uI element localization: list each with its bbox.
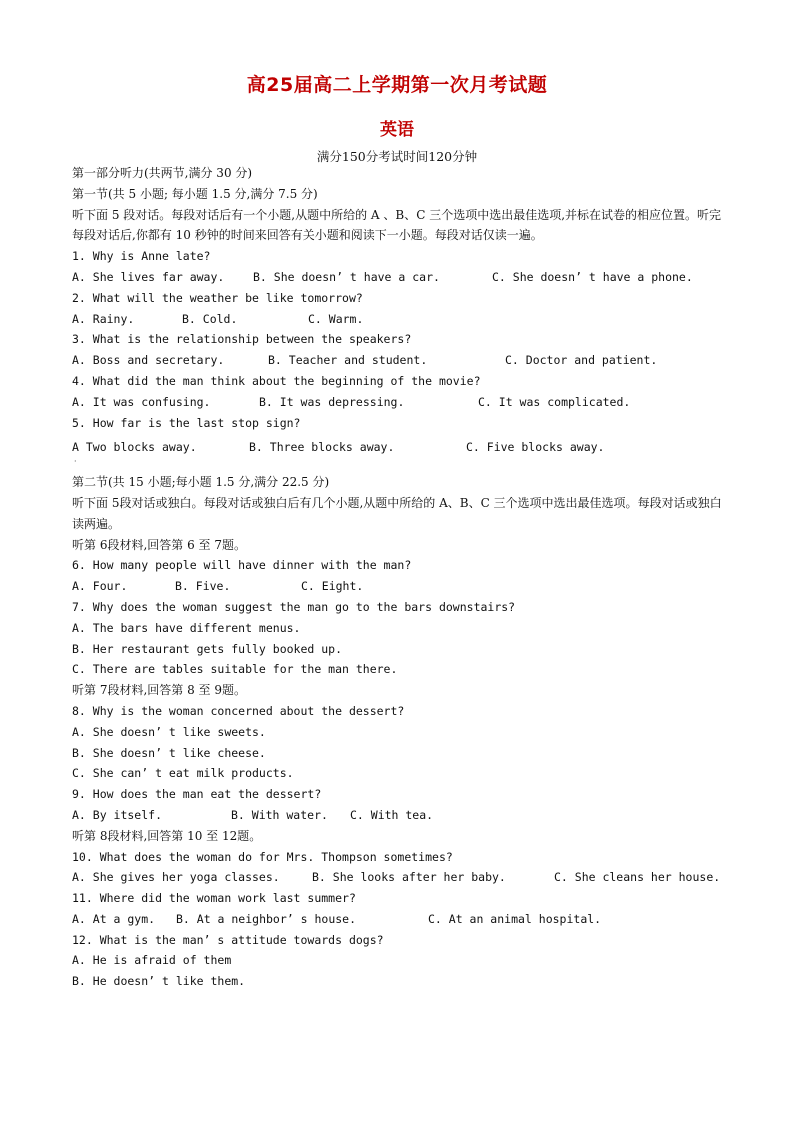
material-7-heading: 听第 7段材料,回答第 8 至 9题。 bbox=[72, 683, 246, 698]
question-8: 8. Why is the woman concerned about the dessert? bbox=[72, 703, 405, 718]
question-4: 4. What did the man think about the beginning of the movie? bbox=[72, 373, 481, 388]
option-a: A. She lives far away. bbox=[72, 269, 225, 284]
exam-title: 高25届高二上学期第一次月考试题 bbox=[246, 74, 548, 96]
question-9-options bbox=[72, 805, 724, 826]
option-b: B. He doesn’ t like them. bbox=[72, 974, 246, 989]
option-c: C. Eight. bbox=[301, 579, 364, 594]
option-a: A. Rainy. bbox=[72, 311, 135, 326]
question-7: 7. Why does the woman suggest the man go to the bars downstairs? bbox=[72, 599, 516, 614]
question-11-options bbox=[72, 909, 724, 930]
question-3: 3. What is the relationship between the speakers? bbox=[72, 332, 412, 347]
question-4-options bbox=[72, 392, 724, 413]
section2-instruction: 听下面 5段对话或独白。每段对话或独白后有几个小题,从题中所给的 A、B、C 三个选项中选出最佳选项。每段对话或独白读两遍。 bbox=[72, 495, 722, 531]
section1-heading: 第一节(共 5 小题; 每小题 1.5 分,满分 7.5 分) bbox=[72, 186, 318, 201]
option-c: C. There are tables suitable for the man there. bbox=[72, 662, 398, 677]
option-c: C. At an animal hospital. bbox=[428, 911, 602, 926]
exam-body bbox=[72, 163, 724, 992]
option-b: B. Three blocks away. bbox=[249, 440, 395, 455]
question-1-options bbox=[72, 267, 724, 288]
question-12: 12. What is the man’ s attitude towards dogs? bbox=[72, 932, 384, 947]
option-b: B. It was depressing. bbox=[259, 394, 405, 409]
question-11: 11. Where did the woman work last summer? bbox=[72, 891, 356, 906]
option-b: B. Teacher and student. bbox=[268, 353, 428, 368]
question-2-options bbox=[72, 309, 724, 330]
option-a: A. The bars have different menus. bbox=[72, 620, 301, 635]
question-6-options bbox=[72, 576, 724, 597]
material-8-heading: 听第 8段材料,回答第 10 至 12题。 bbox=[72, 828, 262, 843]
option-c: C. Warm. bbox=[308, 311, 364, 326]
option-c: C. Five blocks away. bbox=[466, 440, 605, 455]
option-b: B. Her restaurant gets fully booked up. bbox=[72, 641, 343, 656]
question-10-options bbox=[72, 867, 724, 888]
question-9: 9. How does the man eat the dessert? bbox=[72, 787, 322, 802]
question-3-options bbox=[72, 350, 724, 371]
option-a: A. Boss and secretary. bbox=[72, 353, 225, 368]
option-c: C. With tea. bbox=[350, 807, 434, 822]
option-a: A. It was confusing. bbox=[72, 394, 211, 409]
option-b: B. She doesn’ t like cheese. bbox=[72, 745, 266, 760]
exam-meta: 满分150分考试时间120分钟 bbox=[316, 149, 478, 164]
option-c: C. She cleans her house. bbox=[554, 870, 721, 885]
stray-mark: · bbox=[74, 457, 77, 467]
option-c: C. It was complicated. bbox=[478, 394, 631, 409]
subject-title: 英语 bbox=[380, 120, 414, 140]
section2-heading: 第二节(共 15 小题;每小题 1.5 分,满分 22.5 分) bbox=[72, 475, 330, 490]
option-a: A. By itself. bbox=[72, 807, 163, 822]
option-b: B. She doesn’ t have a car. bbox=[253, 269, 440, 284]
question-5-options bbox=[72, 437, 724, 458]
option-c: C. Doctor and patient. bbox=[505, 353, 658, 368]
question-2: 2. What will the weather be like tomorrow? bbox=[72, 290, 363, 305]
option-a: A. He is afraid of them bbox=[72, 953, 232, 968]
option-a: A. She doesn’ t like sweets. bbox=[72, 724, 266, 739]
option-b: B. At a neighbor’ s house. bbox=[176, 911, 357, 926]
option-c: C. She doesn’ t have a phone. bbox=[492, 269, 693, 284]
option-a: A. At a gym. bbox=[72, 911, 156, 926]
option-a: A. She gives her yoga classes. bbox=[72, 870, 280, 885]
question-1: 1. Why is Anne late? bbox=[72, 249, 211, 264]
option-a: A. Four. bbox=[72, 579, 128, 594]
question-6: 6. How many people will have dinner with the man? bbox=[72, 558, 412, 573]
option-c: C. She can’ t eat milk products. bbox=[72, 766, 294, 781]
part1-heading: 第一部分听力(共两节,满分 30 分) bbox=[72, 166, 253, 180]
section1-instruction: 听下面 5 段对话。每段对话后有一个小题,从题中所给的 A 、B、C 三个选项中选出最佳选项,并标在试卷的相应位置。听完每段对话后,你都有 10 秒钟的时间来回答有关小题和阅读下一小题。每段对话仅读一遍。 bbox=[72, 207, 722, 243]
material-6-heading: 听第 6段材料,回答第 6 至 7题。 bbox=[72, 537, 246, 552]
option-a: A Two blocks away. bbox=[72, 440, 197, 455]
option-b: B. With water. bbox=[231, 807, 328, 822]
question-10: 10. What does the woman do for Mrs. Thompson sometimes? bbox=[72, 849, 453, 864]
option-b: B. She looks after her baby. bbox=[312, 870, 506, 885]
option-b: B. Five. bbox=[175, 579, 231, 594]
option-b: B. Cold. bbox=[182, 311, 238, 326]
question-5: 5. How far is the last stop sign? bbox=[72, 415, 301, 430]
